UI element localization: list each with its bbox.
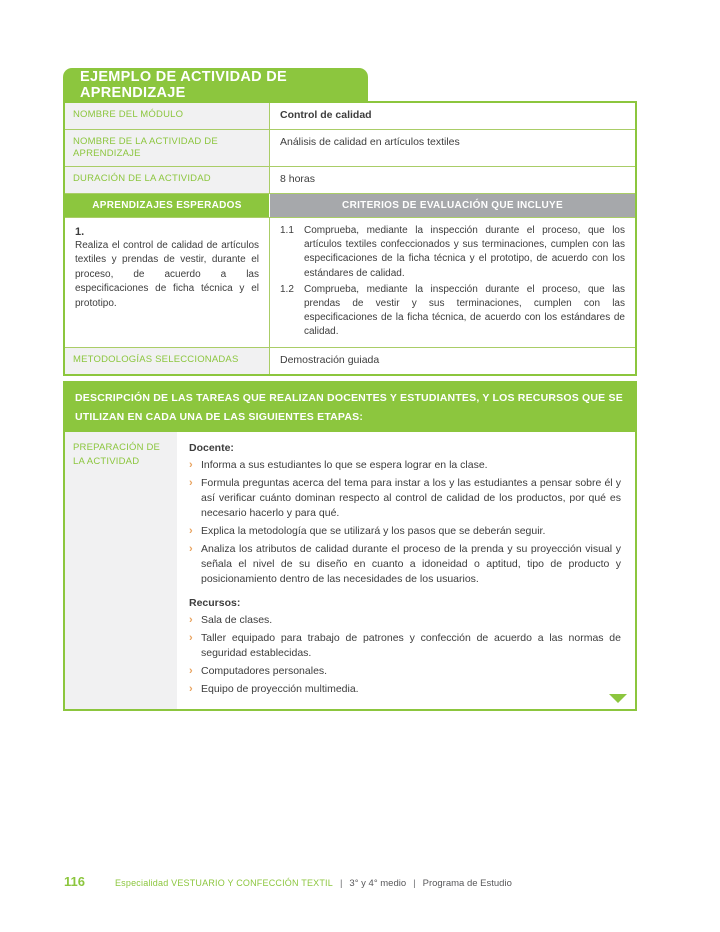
list-item: › Taller equipado para trabajo de patrones y confección de acuerdo a las normas de seguridad establecidas. [189,632,621,660]
methodology-value: Demostración guiada [280,354,380,367]
module-name-label: NOMBRE DEL MÓDULO [73,109,184,120]
table-row [65,103,635,129]
criterion-item [280,224,625,281]
bullet-chevron-icon: › [189,613,193,626]
preparation-label: PREPARACIÓN DE LA ACTIVIDAD [73,441,161,467]
preparation-row [65,432,635,709]
criterion-text: Comprueba, mediante la inspección durante el proceso, que las prendas de vestir y sus terminaciones, cumplen con las especificaciones de la ficha técnica, de acuerdo con los estándares de calidad. [304,283,625,338]
list-item: › Analiza los atributos de calidad durante el proceso de la prenda y su proyección visual y señala el nivel de su diseño en cuanto a idoneidad o aptitud, tipo de producto y posicionamiento dentro de las necesidades de los usuarios. [189,543,621,585]
module-name-value: Control de calidad [280,109,372,121]
recursos-heading: Recursos: [189,596,241,609]
expected-learning-header: APRENDIZAJES ESPERADOS [65,194,270,217]
list-item: › Equipo de proyección multimedia. [189,682,621,697]
bullet-chevron-icon: › [189,665,193,678]
evaluation-criteria-header: CRITERIOS DE EVALUACIÓN QUE INCLUYE [270,194,635,217]
criterion-item [280,283,625,340]
activity-info-table [63,101,637,376]
footer-specialty: Especialidad VESTUARIO Y CONFECCIÓN TEXTIL [114,878,333,888]
activity-document [63,68,637,711]
table-row [65,129,635,167]
page-title: EJEMPLO DE ACTIVIDAD DE APRENDIZAJE [80,68,287,101]
duration-label: DURACIÓN DE LA ACTIVIDAD [73,173,211,185]
duration-value: 8 horas [280,173,316,186]
bullet-chevron-icon: › [189,632,193,645]
table-row [65,166,635,193]
bullet-chevron-icon: › [189,477,193,489]
methodology-label: METODOLOGÍAS SELECCIONADAS [73,354,239,366]
bullet-chevron-icon: › [189,543,193,556]
activity-name-label: NOMBRE DE LA ACTIVIDAD DE APRENDIZAJE [73,135,218,159]
expected-learning-number: 1. [75,225,85,238]
tasks-description-block [63,381,637,711]
list-item: › Informa a sus estudiantes lo que se espera lograr en la clase. [189,458,621,473]
description-banner: DESCRIPCIÓN DE LAS TAREAS QUE REALIZAN DOCENTES Y ESTUDIANTES, Y LOS RECURSOS QUE SE UTILIZAN EN CADA UNA DE LAS SIGUIENTES ETAPAS: [65,383,635,432]
criterion-text: Comprueba, mediante la inspección durante el proceso, que los artículos textiles confeccionados y sus terminaciones, cumplen con las especificaciones de la ficha técnica y el prototipo, de acuerdo con los estándares de calidad. [304,224,625,279]
criterion-number: 1.2 [280,283,294,295]
continues-next-page-triangle-icon [609,694,627,703]
bullet-chevron-icon: › [189,458,193,471]
activity-title-tab [63,68,368,101]
footer-program: Programa de Estudio [422,878,512,889]
list-item: › Explica la metodología que se utilizará y los pasos que se deberán seguir. [189,524,621,539]
list-item: › Formula preguntas acerca del tema para instar a los y las estudiantes a pensar sobre él y así verificar cuánto dominan respecto al control de calidad de los productos, por qué es necesario hacerlo y para qué. [189,477,621,519]
docente-list [189,458,621,587]
footer-separator: | [413,878,416,889]
page-footer [64,874,512,889]
docente-heading: Docente: [189,441,234,454]
methodology-row [65,347,635,374]
bullet-chevron-icon: › [189,683,193,696]
bullet-chevron-icon: › [189,524,193,537]
page-number: 116 [64,874,85,889]
learning-criteria-row [65,217,635,348]
footer-separator: | [339,878,343,889]
list-item: › Sala de clases. [189,613,621,628]
criterion-number: 1.1 [280,224,294,236]
expected-learning-text: Realiza el control de calidad de artículos textiles y prendas de vestir, durante el proceso, de acuerdo a las especificaciones de ficha técnica y el prototipo. [75,239,259,309]
recursos-list [189,613,621,698]
list-item: › Computadores personales. [189,664,621,679]
activity-name-value: Análisis de calidad en artículos textiles [280,135,460,148]
footer-grade: 3° y 4° medio [349,878,407,889]
table-header-row [65,193,635,217]
